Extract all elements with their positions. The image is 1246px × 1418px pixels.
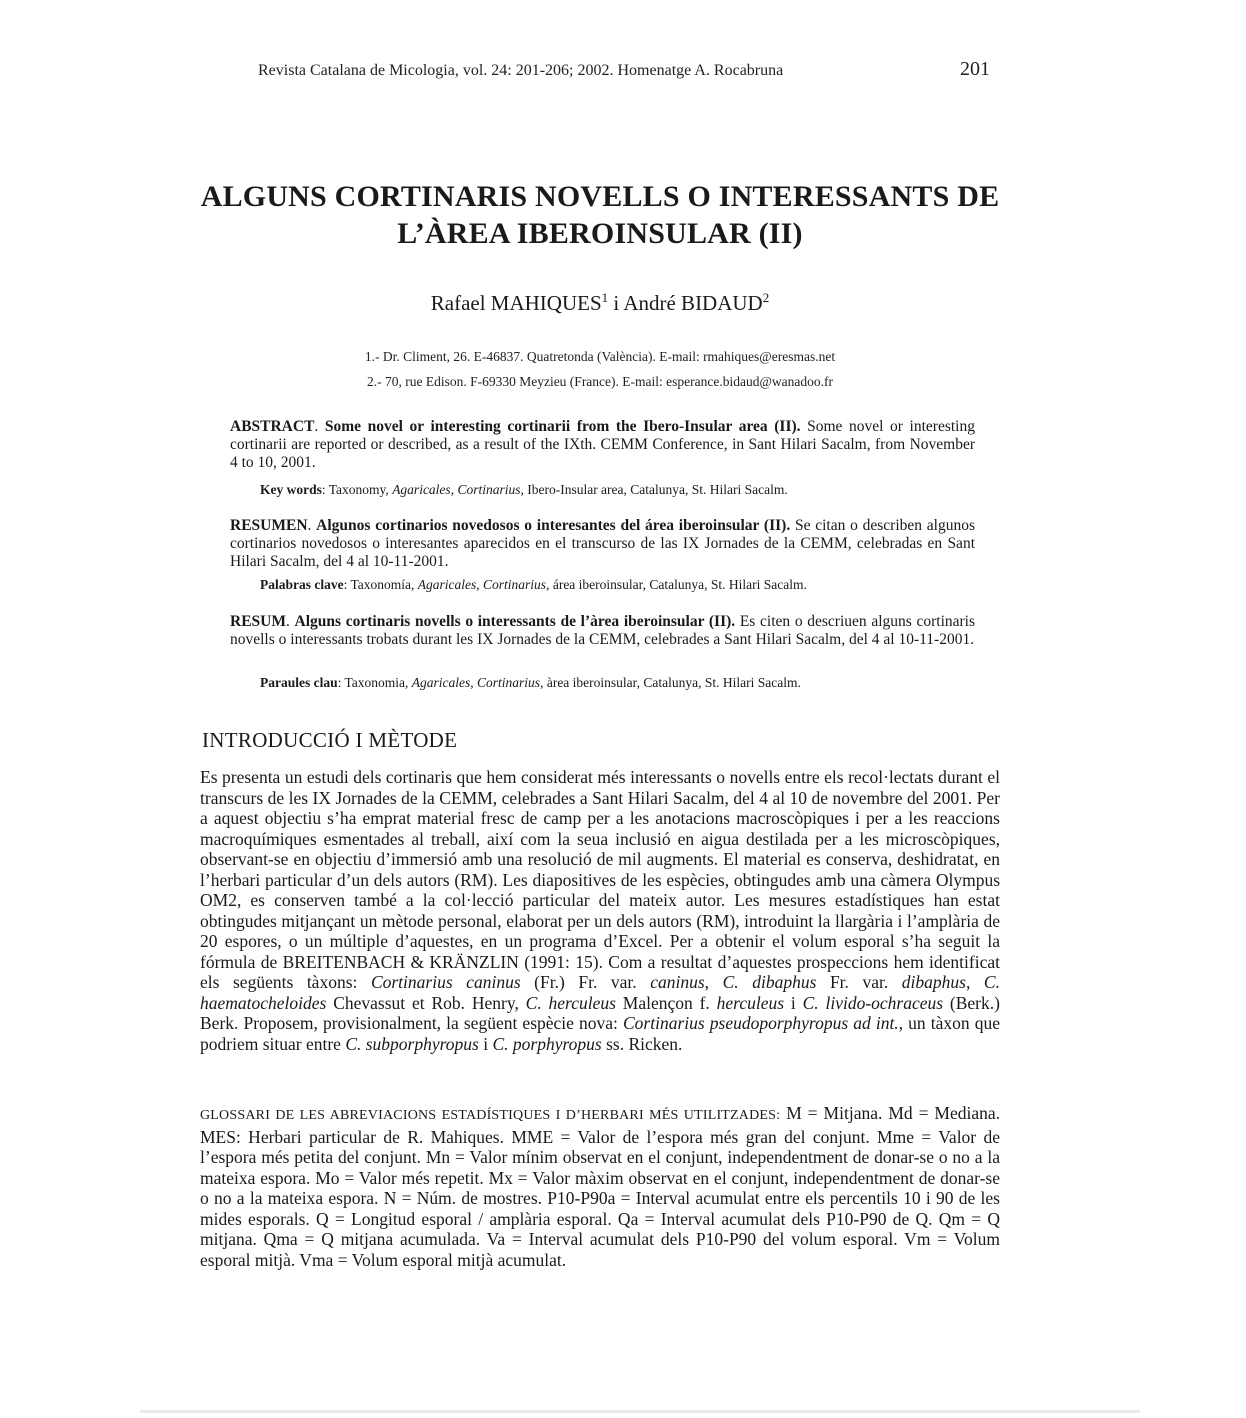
running-head (258, 58, 998, 80)
abstract-keywords: Key words: Taxonomy, Agaricales, Cortinarius, Ibero-Insular area, Catalunya, St. Hilari Sacalm. (260, 482, 788, 497)
journal-citation: Revista Catalana de Micologia, vol. 24: 201-206; 2002. Homenatge A. Rocabruna (258, 62, 784, 79)
abstract-text: Some novel or interesting cortinarii are reported or described, as a result of the IXth. CEMM Conference, in Sant Hilari Sacalm, from November 4 to 10, 2001. (230, 418, 975, 471)
resumen-title: Algunos cortinarios novedosos o interesantes del área iberoinsular (II). (316, 517, 791, 534)
author-2-marker: 2 (762, 290, 770, 305)
title-line-1: ALGUNS CORTINARIS NOVELLS O INTERESSANTS DE (200, 180, 1000, 213)
author-line (200, 290, 1000, 316)
resumen-label: RESUMEN (230, 517, 308, 534)
abstract-title: Some novel or interesting cortinarii from the Ibero-Insular area (II). (324, 418, 801, 435)
abstract-label: ABSTRACT (230, 418, 315, 435)
section-heading: INTRODUCCIÓ I MÈTODE (202, 728, 458, 752)
glossary-heading: GLOSSARI DE LES ABREVIACIONS ESTADÍSTIQUES I D’HERBARI MÉS UTILITZADES: (200, 1108, 781, 1123)
page-number: 201 (960, 58, 990, 80)
resumen-text: Se citan o describen algunos cortinarios novedosos o interesantes aparecidos en el transcurso de las IX Jornades de la CEMM, celebradas en Sant Hilari Sacalm, del 4 al 10-11-2001. (230, 517, 976, 570)
author-2: André BIDAUD (623, 291, 763, 315)
author-separator: i (608, 291, 624, 315)
resum-label: RESUM (230, 613, 286, 630)
scan-edge-divider (140, 1410, 1140, 1413)
resum-title: Alguns cortinaris novells o interessants de l’àrea iberoinsular (II). (294, 613, 736, 630)
glossary-paragraph (200, 1103, 1000, 1270)
author-1: Rafael MAHIQUES (430, 291, 602, 315)
resum-keywords: Paraules clau: Taxonomia, Agaricales, Cortinarius, àrea iberoinsular, Catalunya, St. Hilari Sacalm. (260, 675, 801, 690)
paraules-clau-label: Paraules clau (260, 675, 338, 690)
article-title (200, 178, 1000, 252)
palabras-clave-label: Palabras clave (260, 577, 344, 592)
abstract-paragraph: ABSTRACT. Some novel or interesting cortinarii from the Ibero-Insular area (II). Some novel or interesting cortinarii are reported or described, as a result of the IXth. CEMM Conference, in Sant Hilari Sacalm, from November 4 to 10, 2001. (230, 418, 975, 471)
glossary-text: M = Mitjana. Md = Mediana. MES: Herbari particular de R. Mahiques. MME = Valor de l’espora més gran del conjunt. Mme = Valor de l’espora més petita del conjunt. Mn = Valor mínim observat en el conjunt, independentment de donar-se o no a la mateixa espora. Mo = Valor més repetit. Mx = Valor màxim observat en el conjunt, independentment de donar-se o no a la mateixa espora. N = Núm. de mostres. P10-P90a = Interval acumulat entre els percentils 10 i 90 de les mides esporals. Q = Longitud esporal / amplària esporal. Qa = Interval acumulat dels P10-P90 de Q. Qm = Q mitjana. Qma = Q mitjana acumulada. Va = Interval acumulat dels P10-P90 del volum esporal. Vm = Volum esporal mitjà. Vma = Volum esporal mitjà acumulat. (200, 1103, 1000, 1270)
affiliation-1: 1.- Dr. Climent, 26. E-46837. Quatretonda (València). E-mail: rmahiques@eresmas.net (364, 349, 836, 364)
resumen-paragraph: RESUMEN. Algunos cortinarios novedosos o interesantes del área iberoinsular (II). Se citan o describen algunos cortinarios novedosos o interesantes aparecidos en el transcurso de las IX Jornades de la CEMM, celebradas en Sant Hilari Sacalm, del 4 al 10-11-2001. (230, 517, 976, 570)
resum-text: Es citen o descriuen alguns cortinaris novells o interessants trobats durant les IX Jornades de la CEMM, celebrades a Sant Hilari Sacalm, del 4 al 10-11-2001. (230, 613, 976, 648)
keywords-label: Key words (260, 482, 322, 497)
resumen-keywords: Palabras clave: Taxonomía, Agaricales, Cortinarius, área iberoinsular, Catalunya, St. Hilari Sacalm. (260, 577, 807, 592)
resum-paragraph: RESUM. Alguns cortinaris novells o interessants de l’àrea iberoinsular (II). Es citen o descriuen alguns cortinaris novells o interessants trobats durant les IX Jornades de la CEMM, celebrades a Sant Hilari Sacalm, del 4 al 10-11-2001. (230, 613, 976, 648)
intro-paragraph: Es presenta un estudi dels cortinaris que hem considerat més interessants o novells entre els recol·lectats durant el transcurs de les IX Jornades de la CEMM, celebrades a Sant Hilari Sacalm, del 4 al 10 de novembre del 2001. Per a aquest objectiu s’ha emprat material fresc de camp per a les anotacions macroscòpiques i per a les reaccions macroquímiques esmentades al treball, així com la seua inclusió en aigua destilada per a les microscòpiques, observant-se en objectiu d’immersió amb una resolució de mil augments. El material es conserva, deshidratat, en l’herbari particular d’un dels autors (RM). Les diapositives de les espècies, obtingudes amb una càmera Olympus OM2, es conserven també a la col·lecció particular del mateix autor. Les mesures estadístiques han estat obtingudes mitjançant un mètode personal, elaborat per un dels autors (RM), introduint la llargària i l’amplària de 20 espores, o un múltiple d’aquestes, en un programa d’Excel. Per a obtenir el volum esporal s’ha seguit la fórmula de BREITENBACH & KRÄNZLIN (1991: 15). Com a resultat d’aquestes prospeccions hem identificat els següents tàxons: Cortinarius caninus (Fr.) Fr. var. caninus, C. dibaphus Fr. var. dibaphus, C. haematocheloides Chevassut et Rob. Henry, C. herculeus Malençon f. herculeus i C. livido-ochraceus (Berk.) Berk. Proposem, provisionalment, la següent espècie nova: Cortinarius pseudoporphyropus ad int., un tàxon que podriem situar entre C. subporphyropus i C. porphyropus ss. Ricken. (200, 767, 1000, 1054)
title-line-2: L’ÀREA IBEROINSULAR (II) (397, 217, 803, 250)
affiliation-2: 2.- 70, rue Edison. F-69330 Meyzieu (France). E-mail: esperance.bidaud@wanadoo.fr (366, 374, 834, 389)
author-1-marker: 1 (601, 290, 609, 305)
